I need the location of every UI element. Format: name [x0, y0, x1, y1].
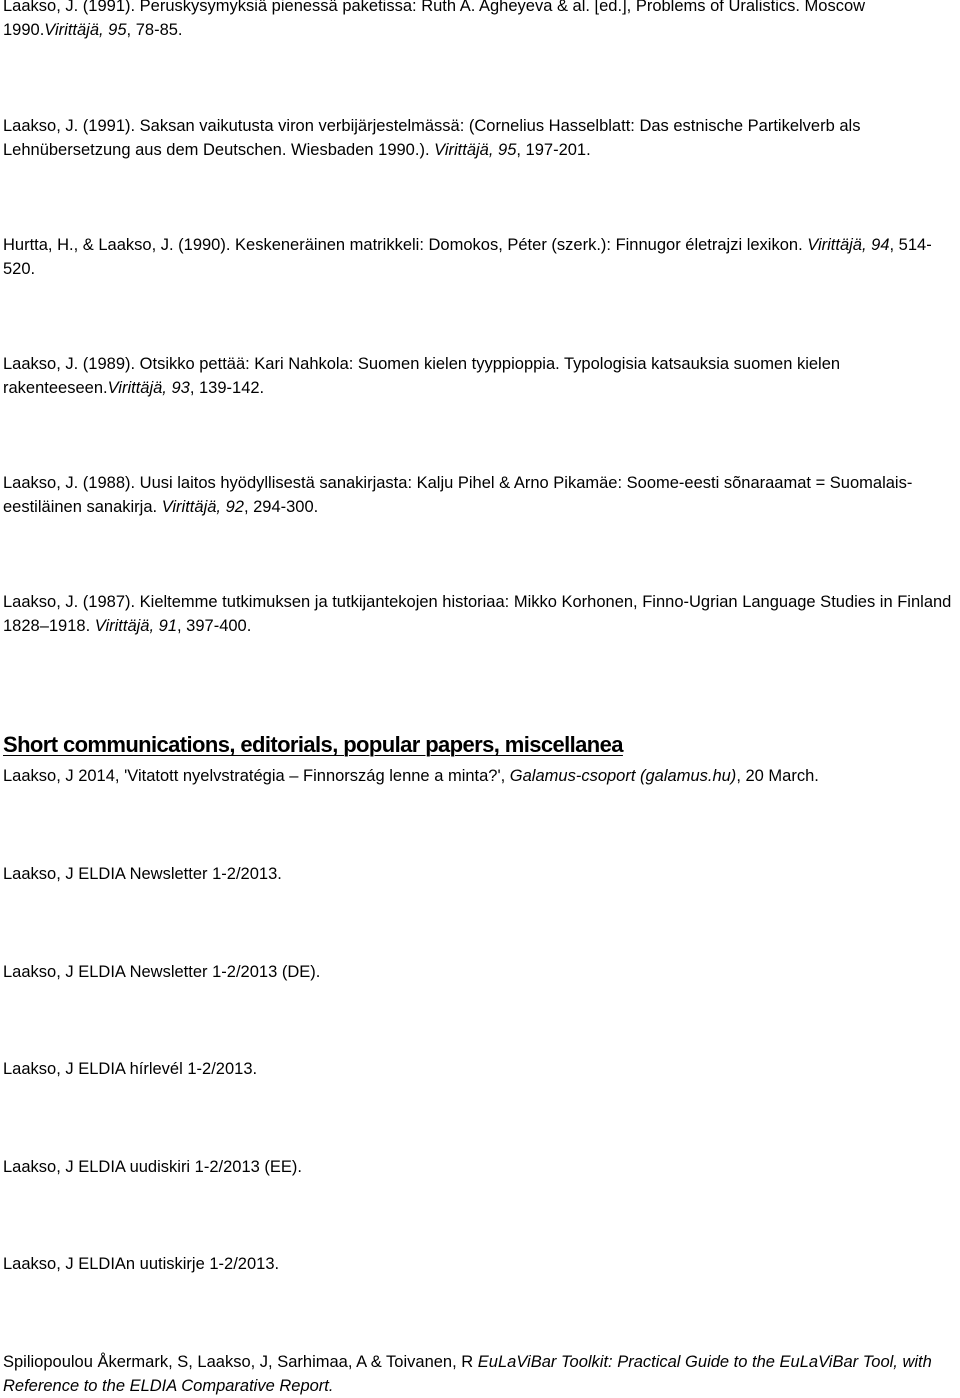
reference-entry [3, 234, 960, 281]
short-entry-title: ELDIA uudiskiri 1-2/2013 (EE). [78, 1158, 302, 1176]
reference-citation: Laakso, J. (1987). Kieltemme tutkimuksen ja tutkijantekojen historiaa: Mikko Korhonen, Finno-Ugrian Language Studies in Finland 1828–1918. [3, 593, 952, 635]
short-entry-author: Laakso, J 2014, 'Vitatott nyelvstratégia – Finnország lenne a minta?', [3, 767, 510, 785]
short-entry [3, 1253, 960, 1277]
short-entry [3, 765, 960, 789]
short-entry-author: Laakso, J [3, 1158, 79, 1176]
short-entry-title: ELDIA hírlevél 1-2/2013. [78, 1060, 258, 1078]
short-entry-title: EuLaViBar Toolkit: Practical Guide to the EuLaViBar Tool, with Reference to the ELDIA Comparative Report. [3, 1353, 932, 1395]
journal-name: Virittäjä, 91 [94, 616, 178, 635]
journal-name: Virittäjä, 95 [44, 20, 127, 39]
short-entry [3, 1156, 960, 1180]
short-entry-title: ELDIA Newsletter 1-2/2013 (DE). [78, 963, 321, 981]
short-entry-title: ELDIAn uutiskirje 1-2/2013. [78, 1255, 280, 1273]
short-entry-author: Laakso, J [3, 1060, 79, 1078]
reference-entry [3, 115, 960, 162]
short-entry [3, 1351, 960, 1398]
reference-citation: Laakso, J. (1991). Peruskysymyksiä pienessä paketissa: Ruth A. Agheyeva & al. [ed.], Problems of Uralistics. Moscow 1990. [3, 0, 866, 39]
short-entry [3, 863, 960, 887]
journal-name: Virittäjä, 94 [807, 236, 890, 254]
journal-name: Virittäjä, 92 [161, 497, 244, 516]
short-entry [3, 1058, 960, 1082]
short-entry-title: Galamus-csoport (galamus.hu) [509, 767, 737, 785]
reference-pages: , 294-300. [243, 497, 319, 516]
short-entry [3, 961, 960, 985]
reference-pages: , 514-520. [3, 236, 932, 278]
reference-citation: Laakso, J. (1989). Otsikko pettää: Kari Nahkola: Suomen kielen tyyppioppia. Typologisia katsauksia suomen kielen rakenteeseen. [3, 355, 841, 397]
short-entry-tail: , 20 March. [736, 767, 819, 785]
reference-pages: , 78-85. [126, 20, 183, 39]
reference-pages: , 397-400. [177, 616, 252, 635]
reference-citation: Laakso, J. (1991). Saksan vaikutusta viron verbijärjestelmässä: (Cornelius Hasselblatt: Das estnische Partikelverb als Lehnübersetzung aus dem Deutschen. Wiesbaden 1990.). [3, 117, 861, 159]
short-entry-author: Laakso, J [3, 1255, 79, 1273]
reference-entry [3, 591, 960, 638]
reference-entry [3, 353, 960, 400]
reference-entry [3, 472, 960, 519]
reference-entry [3, 0, 960, 42]
short-entry-title: ELDIA Newsletter 1-2/2013. [78, 865, 282, 883]
reference-pages: , 197-201. [516, 140, 591, 159]
reference-pages: , 139-142. [189, 378, 265, 397]
section-heading: Short communications, editorials, popular papers, miscellanea [3, 732, 623, 757]
reference-citation: Hurtta, H., & Laakso, J. (1990). Keskeneräinen matrikkeli: Domokos, Péter (szerk.): Finnugor életrajzi lexikon. [3, 236, 808, 254]
journal-name: Virittäjä, 93 [107, 378, 190, 397]
short-entry-author: Laakso, J [3, 865, 79, 883]
reference-citation: Laakso, J. (1988). Uusi laitos hyödyllisestä sanakirjasta: Kalju Pihel & Arno Pikamäe: Soome-eesti sõnaraamat = Suomalais-eestiläinen sanakirja. [3, 474, 913, 516]
short-entry-author: Spiliopoulou Åkermark, S, Laakso, J, Sarhimaa, A & Toivanen, R [3, 1353, 478, 1371]
short-entry-author: Laakso, J [3, 963, 79, 981]
journal-name: Virittäjä, 95 [434, 140, 517, 159]
